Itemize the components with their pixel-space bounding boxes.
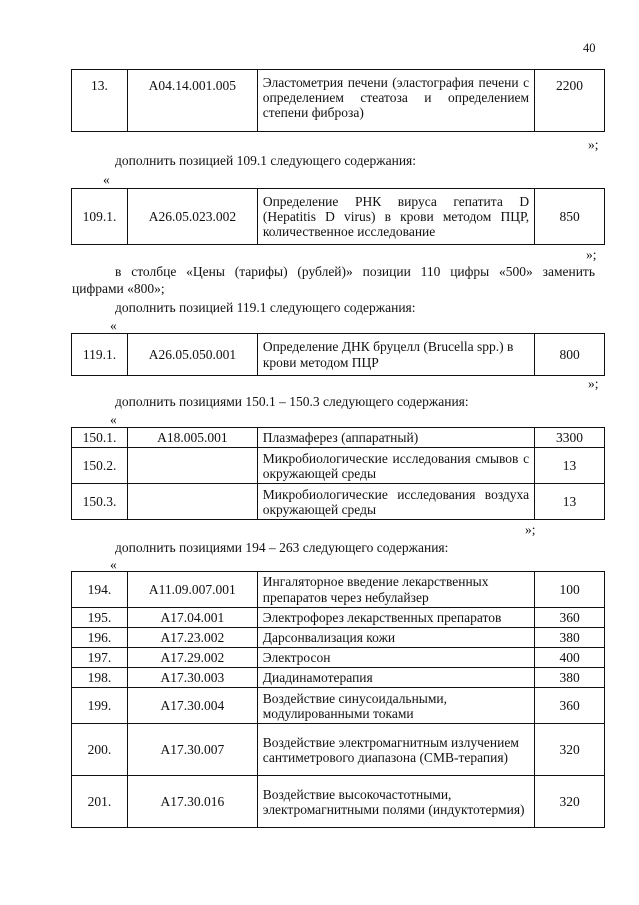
table-row [72,334,605,376]
position-number: 201. [72,776,128,828]
service-name: Ингаляторное введение лекарственных препаратов через небулайзер [257,572,534,608]
service-code: А17.30.004 [127,688,257,724]
position-number: 13. [72,70,128,132]
service-price: 320 [535,776,605,828]
position-number: 150.1. [72,428,128,448]
closing-quote: »; [588,137,599,152]
table-row [72,484,605,520]
table-row [72,448,605,484]
closing-quote: »; [588,376,599,391]
table-row [72,608,605,628]
position-number: 196. [72,628,128,648]
position-number: 199. [72,688,128,724]
table-row [72,189,605,245]
table-row [72,572,605,608]
instruction-text: дополнить позициями 150.1 – 150.3 следующего содержания: [115,394,469,409]
page-number: 40 [583,41,596,55]
service-price: 380 [535,628,605,648]
service-price: 380 [535,668,605,688]
position-number: 150.3. [72,484,128,520]
service-code: А17.30.016 [127,776,257,828]
table-row [72,628,605,648]
service-code: А04.14.001.005 [127,70,257,132]
service-name: Микробиологические исследования воздуха окружающей среды [257,484,534,520]
service-price: 320 [535,724,605,776]
service-code [127,448,257,484]
service-price: 3300 [535,428,605,448]
position-number: 119.1. [72,334,128,376]
instruction-text: дополнить позицией 119.1 следующего содержания: [115,300,416,315]
instruction-text: в столбце «Цены (тарифы) (рублей)» позиции 110 цифры «500» заменить [115,264,595,279]
service-price: 800 [535,334,605,376]
service-price: 400 [535,648,605,668]
service-name: Плазмаферез (аппаратный) [257,428,534,448]
opening-quote: « [103,172,110,187]
service-code: А18.005.001 [127,428,257,448]
service-code: А17.29.002 [127,648,257,668]
service-code [127,484,257,520]
instruction-text: дополнить позициями 194 – 263 следующего содержания: [115,540,449,555]
service-name: Воздействие высокочастотными, электромагнитными полями (индуктотермия) [257,776,534,828]
service-price: 360 [535,688,605,724]
service-code: А11.09.007.001 [127,572,257,608]
service-code: А17.23.002 [127,628,257,648]
service-name: Диадинамотерапия [257,668,534,688]
price-table-4 [71,427,605,520]
service-name: Воздействие синусоидальными, модулированными токами [257,688,534,724]
service-code: А26.05.050.001 [127,334,257,376]
instruction-text: дополнить позицией 109.1 следующего содержания: [115,153,417,168]
service-code: А17.04.001 [127,608,257,628]
service-price: 360 [535,608,605,628]
service-price: 13 [535,448,605,484]
service-name: Определение ДНК бруцелл (Brucella spp.) в крови методом ПЦР [257,334,534,376]
service-name: Воздействие электромагнитным излучением сантиметрового диапазона (СМВ-терапия) [257,724,534,776]
service-price: 100 [535,572,605,608]
table-row [72,724,605,776]
service-name: Электрофорез лекарственных препаратов [257,608,534,628]
price-table-1 [71,69,605,132]
service-code: А17.30.007 [127,724,257,776]
table-row [72,648,605,668]
service-name: Эластометрия печени (эластография печени с определением стеатоза и определением степени фиброза) [257,70,534,132]
table-row [72,70,605,132]
position-number: 195. [72,608,128,628]
table-row [72,668,605,688]
position-number: 197. [72,648,128,668]
service-name: Электросон [257,648,534,668]
service-name: Микробиологические исследования смывов с окружающей среды [257,448,534,484]
price-table-5 [71,571,605,828]
instruction-text: цифрами «800»; [72,281,165,296]
opening-quote: « [110,557,117,572]
price-table-3 [71,333,605,376]
service-name: Определение РНК вируса гепатита D (Hepatitis D virus) в крови методом ПЦР, количественное исследование [257,189,534,245]
service-name: Дарсонвализация кожи [257,628,534,648]
service-price: 13 [535,484,605,520]
opening-quote: « [110,412,117,427]
position-number: 194. [72,572,128,608]
opening-quote: « [110,318,117,333]
closing-quote: »; [525,522,536,537]
service-price: 850 [535,189,605,245]
service-code: А17.30.003 [127,668,257,688]
position-number: 150.2. [72,448,128,484]
position-number: 198. [72,668,128,688]
price-table-2 [71,188,605,245]
table-row [72,776,605,828]
position-number: 109.1. [72,189,128,245]
closing-quote: »; [586,247,597,262]
service-price: 2200 [535,70,605,132]
position-number: 200. [72,724,128,776]
table-row [72,428,605,448]
service-code: А26.05.023.002 [127,189,257,245]
table-row [72,688,605,724]
